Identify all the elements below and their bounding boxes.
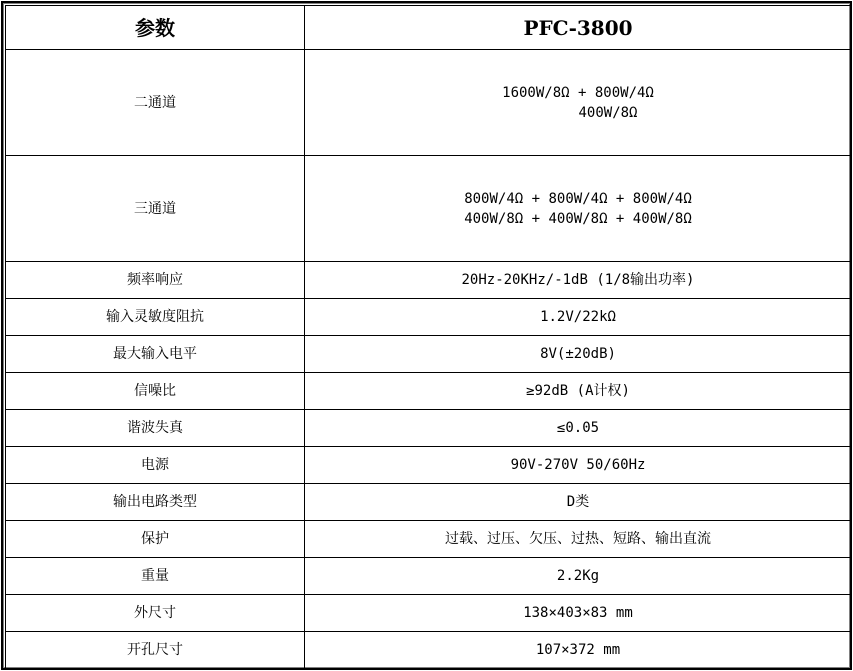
- row-label: 电源: [6, 447, 305, 484]
- value-line: 1600W/8Ω + 800W/4Ω: [502, 84, 654, 101]
- table-row: [6, 373, 852, 410]
- row-label: 外尺寸: [6, 595, 305, 632]
- row-label: 最大输入电平: [6, 336, 305, 373]
- table-row: [6, 262, 852, 299]
- table-row: [6, 336, 852, 373]
- table-row: [6, 595, 852, 632]
- row-label: 谐波失真: [6, 410, 305, 447]
- row-value: D类: [305, 484, 852, 521]
- value-line: 800W/4Ω + 800W/4Ω + 800W/4Ω: [464, 190, 692, 207]
- table-row: [6, 410, 852, 447]
- row-value: [305, 50, 852, 156]
- row-label: 频率响应: [6, 262, 305, 299]
- value-line: 400W/8Ω: [578, 104, 638, 121]
- param-header-cell: 参数: [6, 6, 305, 50]
- row-value: 90V-270V 50/60Hz: [305, 447, 852, 484]
- row-value: 138×403×83 mm: [305, 595, 852, 632]
- table-row: [6, 50, 852, 156]
- table-row: [6, 521, 852, 558]
- table-row: [6, 484, 852, 521]
- row-label: 输入灵敏度阻抗: [6, 299, 305, 336]
- table-row: [6, 558, 852, 595]
- row-label: 开孔尺寸: [6, 632, 305, 669]
- row-label: 重量: [6, 558, 305, 595]
- row-value: ≤0.05: [305, 410, 852, 447]
- row-value: 8V(±20dB): [305, 336, 852, 373]
- row-value: ≥92dB (A计权): [305, 373, 852, 410]
- row-value: 107×372 mm: [305, 632, 852, 669]
- row-label: 输出电路类型: [6, 484, 305, 521]
- row-value: 2.2Kg: [305, 558, 852, 595]
- table-row: [6, 156, 852, 262]
- spec-table: [5, 5, 852, 669]
- value-line: 400W/8Ω + 400W/8Ω + 400W/8Ω: [464, 210, 692, 227]
- model-header-cell: PFC-3800: [305, 6, 852, 50]
- table-row: [6, 632, 852, 669]
- row-value: 20Hz-20KHz/-1dB (1/8输出功率): [305, 262, 852, 299]
- row-label: 信噪比: [6, 373, 305, 410]
- table-row: [6, 299, 852, 336]
- row-value: 过载、过压、欠压、过热、短路、输出直流: [305, 521, 852, 558]
- row-label: 二通道: [6, 50, 305, 156]
- header-row: [6, 6, 852, 50]
- row-label: 三通道: [6, 156, 305, 262]
- row-value: [305, 156, 852, 262]
- row-value: 1.2V/22kΩ: [305, 299, 852, 336]
- table-row: [6, 447, 852, 484]
- row-label: 保护: [6, 521, 305, 558]
- spec-sheet: [1, 1, 852, 670]
